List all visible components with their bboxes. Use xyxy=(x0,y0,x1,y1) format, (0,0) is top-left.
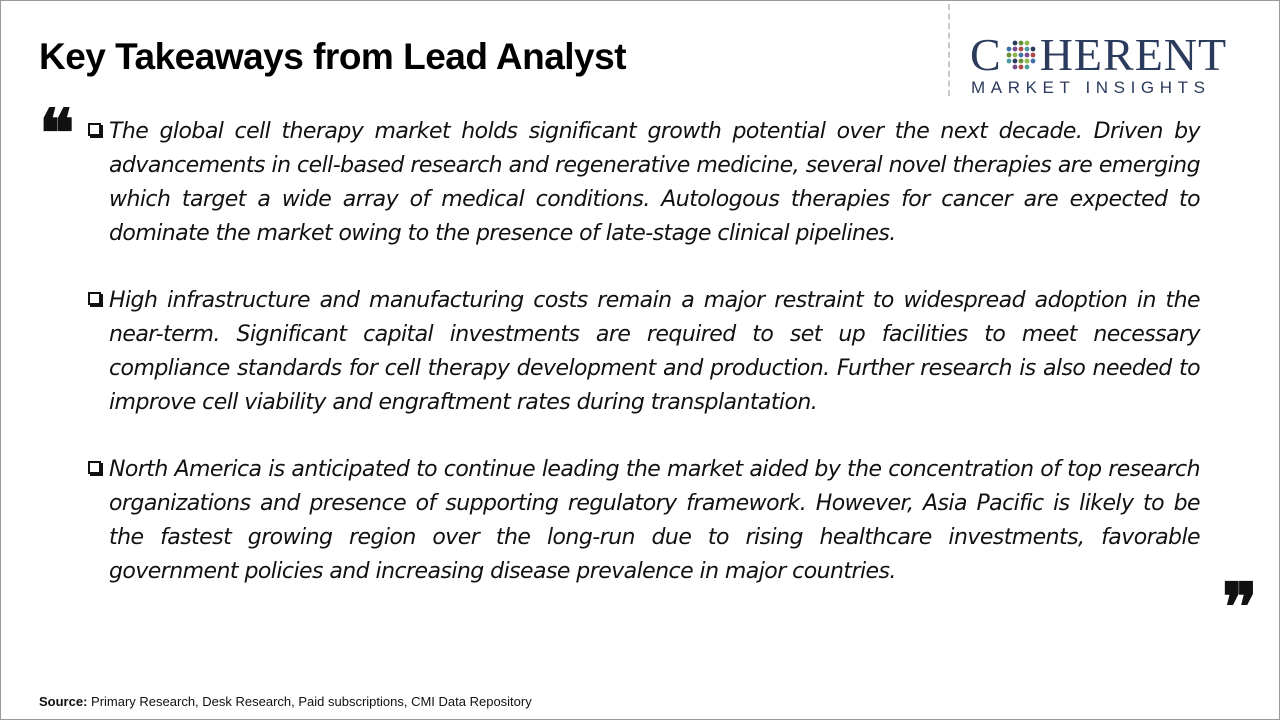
source-note xyxy=(39,694,532,709)
logo-orb-dot xyxy=(1030,47,1035,52)
checkbox-bullet-icon xyxy=(88,461,101,474)
logo-orb-dot xyxy=(1024,41,1029,46)
logo-wordmark xyxy=(970,30,1227,80)
logo-orb-dot xyxy=(1024,53,1029,58)
logo-wordmark-pre: C xyxy=(970,29,1002,80)
logo-orb-dot xyxy=(1018,59,1023,64)
source-text: Primary Research, Desk Research, Paid subscriptions, CMI Data Repository xyxy=(87,694,532,709)
logo-orb-dot xyxy=(1006,59,1011,64)
takeaway-text: The global cell therapy market holds significant growth potential over the next decade. Driven by advancements in cell-based research and regenerative medicine, several novel therapies are emerging which target a wide array of medical conditions. Autologous therapies for cancer are expected to dominate the market owing to the presence of late-stage clinical pipelines. xyxy=(109,119,1200,246)
logo-tagline: MARKET INSIGHTS xyxy=(971,78,1211,97)
logo-orb-dot xyxy=(1024,47,1029,52)
logo-orb-dot xyxy=(1012,41,1017,46)
logo-orb-dot xyxy=(1024,65,1029,70)
logo-orb-dot xyxy=(1006,47,1011,52)
logo-orb-dot xyxy=(1030,59,1035,64)
logo-orb-dot xyxy=(1006,53,1011,58)
logo-orb-dot xyxy=(1012,59,1017,64)
list-item xyxy=(86,453,1200,589)
logo-orb-dot xyxy=(1018,65,1023,70)
list-item xyxy=(86,115,1200,251)
open-quote-icon: ❝ xyxy=(39,94,75,172)
logo-orb-dot xyxy=(1018,41,1023,46)
list-item xyxy=(86,284,1200,420)
takeaway-text: High infrastructure and manufacturing costs remain a major restraint to widespread adoption in the near-term. Significant capital investments are required to set up facilities to meet necessary compliance standards for cell therapy development and production. Further research is also needed to improve cell viability and engraftment rates during transplantation. xyxy=(109,288,1200,415)
company-logo xyxy=(970,30,1262,100)
logo-orb-dot xyxy=(1012,53,1017,58)
close-quote-icon: ❞ xyxy=(1222,568,1258,646)
logo-orb-dot xyxy=(1024,59,1029,64)
checkbox-bullet-icon xyxy=(88,123,101,136)
logo-orb-dot xyxy=(1012,47,1017,52)
takeaway-text: North America is anticipated to continue leading the market aided by the concentration of top research organizations and presence of supporting regulatory framework. However, Asia Pacific is likely to be the fastest growing region over the long-run due to rising healthcare investments, favorable government policies and increasing disease prevalence in major countries. xyxy=(109,457,1200,584)
logo-wordmark-post: HERENT xyxy=(1039,29,1228,80)
logo-orb-icon xyxy=(1003,37,1039,73)
logo-orb-dot xyxy=(1030,53,1035,58)
header-divider xyxy=(948,4,950,96)
page-title: Key Takeaways from Lead Analyst xyxy=(39,36,627,77)
logo-orb-dot xyxy=(1018,53,1023,58)
checkbox-bullet-icon xyxy=(88,292,101,305)
source-label: Source: xyxy=(39,694,88,709)
logo-orb-dot xyxy=(1012,65,1017,70)
logo-orb-dot xyxy=(1018,47,1023,52)
takeaways-list xyxy=(86,115,1200,622)
